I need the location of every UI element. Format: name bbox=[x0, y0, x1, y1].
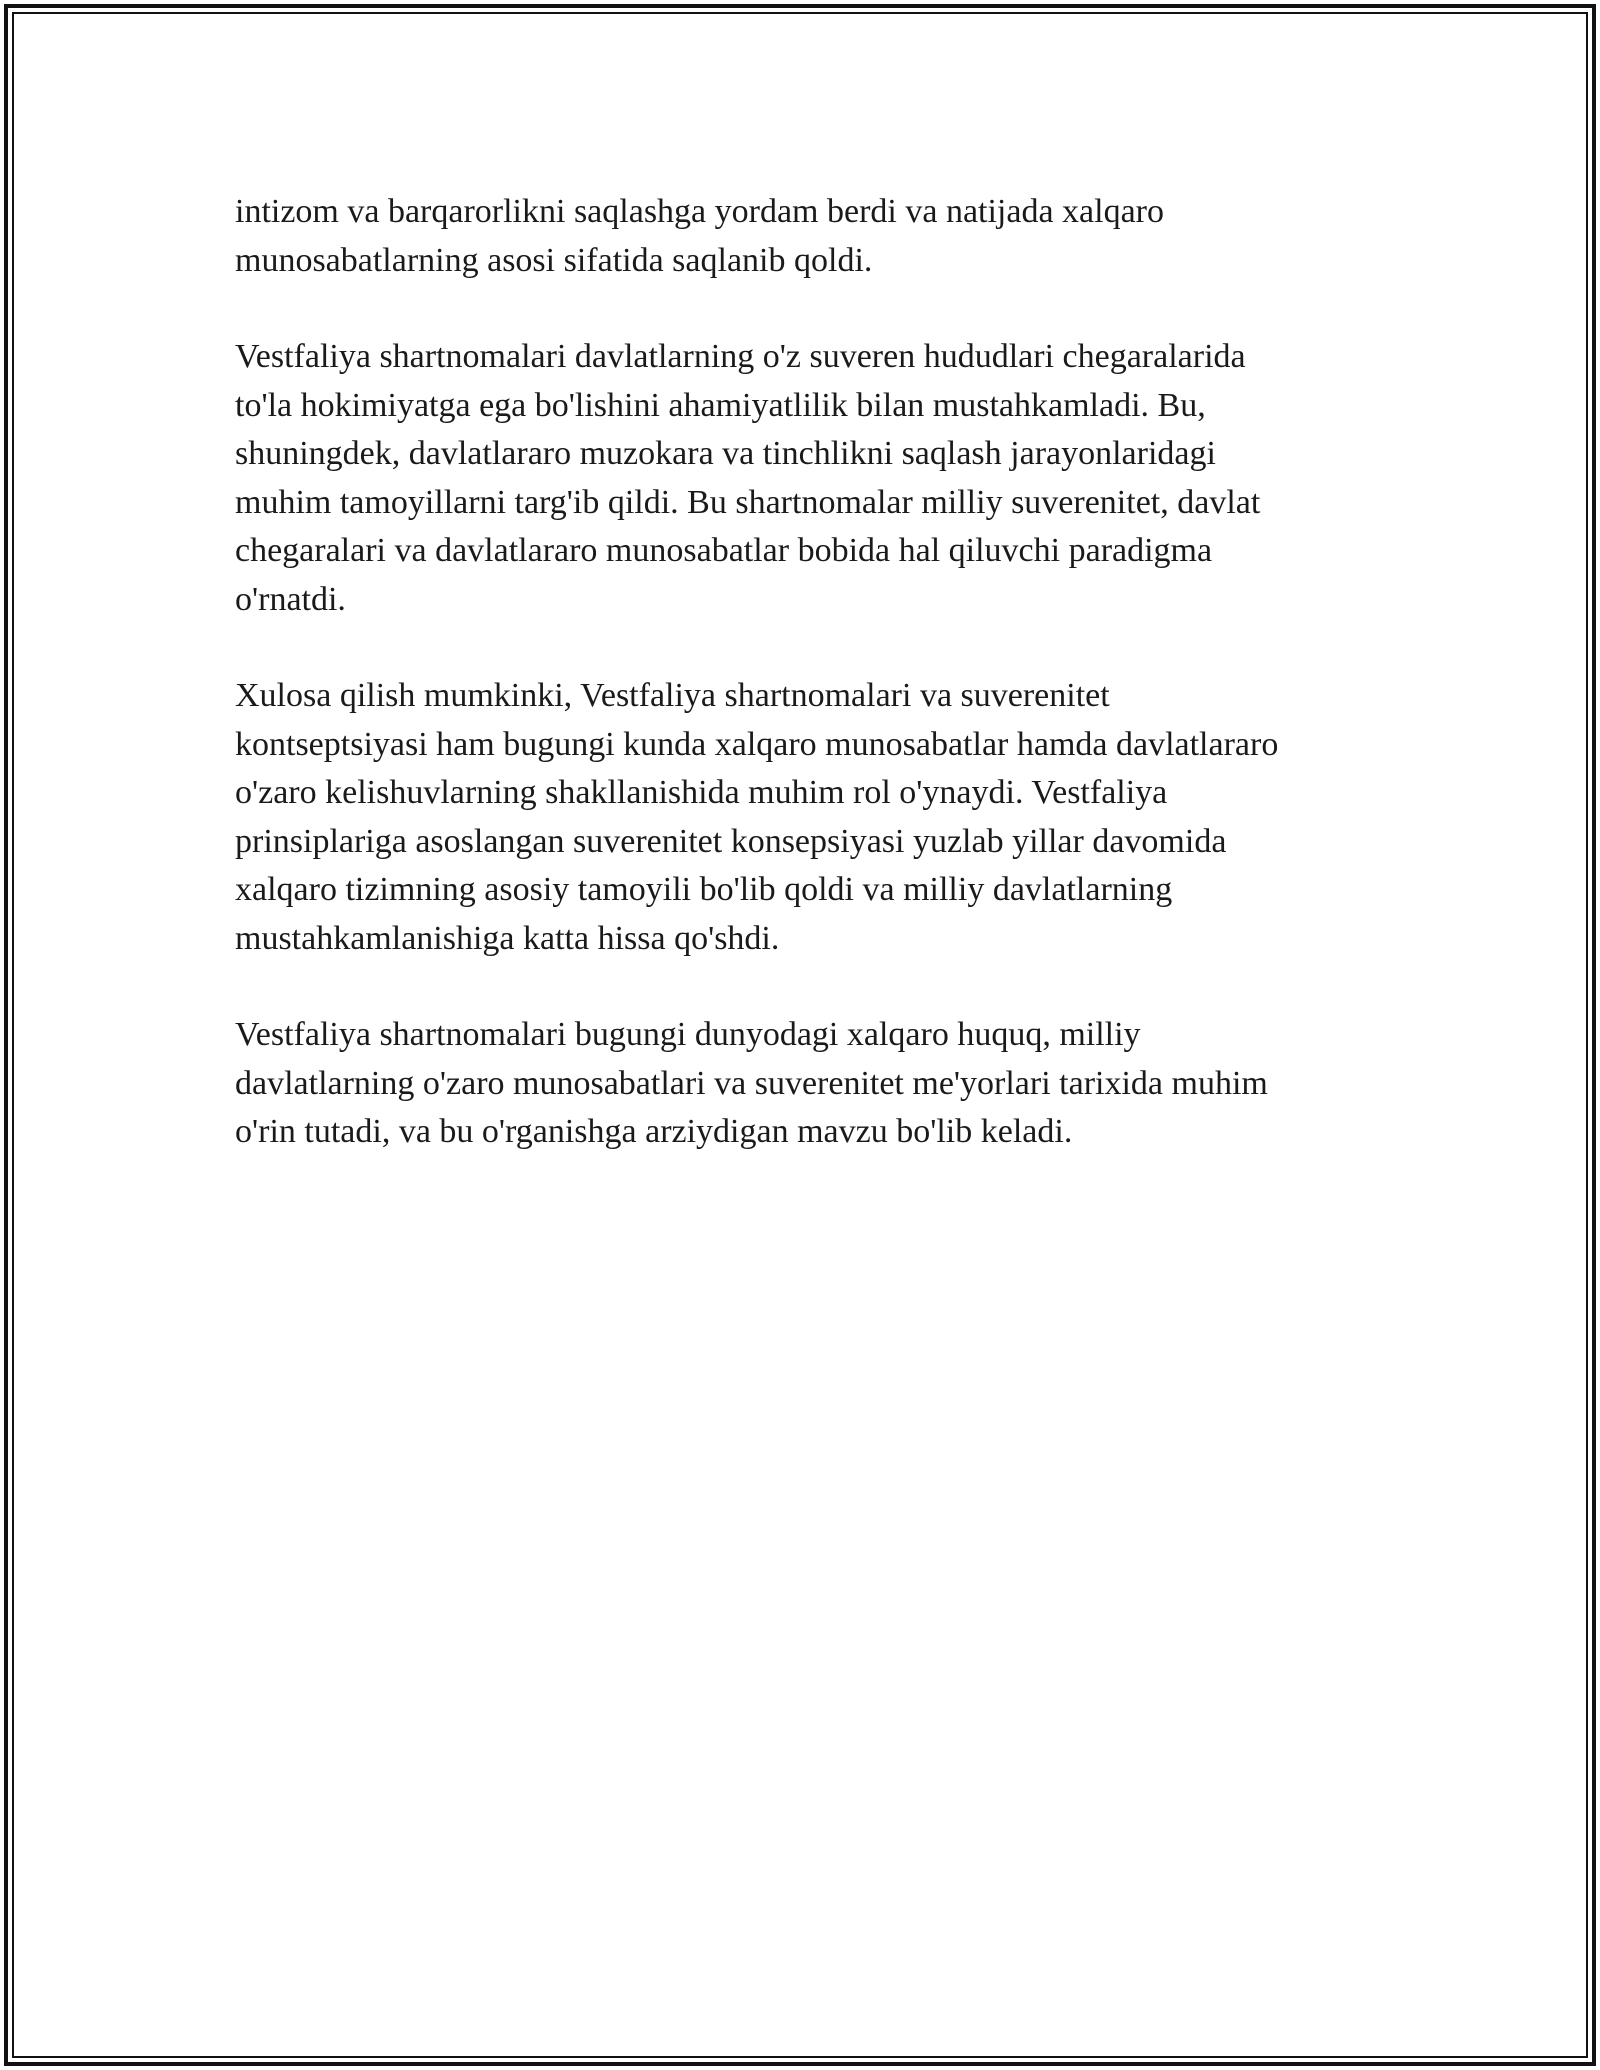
text-line: muhim tamoyillarni targ'ib qildi. Bu shartnomalar milliy suverenitet, davlat bbox=[235, 483, 1261, 521]
text-line: Vestfaliya shartnomalari bugungi dunyodagi xalqaro huquq, milliy bbox=[235, 1016, 1141, 1053]
text-line: o'zaro kelishuvlarning shakllanishida muhim rol o'ynaydi. Vestfaliya bbox=[235, 774, 1168, 811]
text-line: munosabatlarning asosi sifatida saqlanib qoldi. bbox=[235, 241, 873, 279]
text-line: prinsiplariga asoslangan suverenitet konsepsiyasi yuzlab yillar davomida bbox=[235, 822, 1227, 860]
text-line: davlatlarning o'zaro munosabatlari va suverenitet me'yorlari tarixida muhim bbox=[235, 1064, 1268, 1102]
text-line: shuningdek, davlatlararo muzokara va tinchlikni saqlash jarayonlaridagi bbox=[235, 435, 1216, 472]
paragraph-1 bbox=[235, 188, 1375, 285]
text-line: Vestfaliya shartnomalari davlatlarning o'z suveren hududlari chegaralarida bbox=[235, 338, 1246, 375]
paragraph-4 bbox=[235, 1011, 1375, 1157]
text-line: mustahkamlanishiga katta hissa qo'shdi. bbox=[235, 919, 780, 957]
text-line: xalqaro tizimning asosiy tamoyili bo'lib qoldi va milliy davlatlarning bbox=[235, 871, 1173, 908]
text-line: kontseptsiyasi ham bugungi kunda xalqaro munosabatlar hamda davlatlararo bbox=[235, 725, 1279, 763]
paragraph-2 bbox=[235, 333, 1375, 624]
text-line: o'rin tutadi, va bu o'rganishga arziydigan mavzu bo'lib keladi. bbox=[235, 1113, 1073, 1150]
text-line: intizom va barqarorlikni saqlashga yordam berdi va natijada xalqaro bbox=[235, 193, 1165, 230]
document-body bbox=[235, 188, 1375, 1157]
text-line: Xulosa qilish mumkinki, Vestfaliya shartnomalari va suverenitet bbox=[235, 677, 1110, 714]
paragraph-3 bbox=[235, 672, 1375, 963]
text-line: chegaralari va davlatlararo munosabatlar bobida hal qiluvchi paradigma bbox=[235, 532, 1213, 569]
text-line: o'rnatdi. bbox=[235, 580, 346, 618]
text-line: to'la hokimiyatga ega bo'lishini ahamiyatlilik bilan mustahkamladi. Bu, bbox=[235, 386, 1206, 424]
